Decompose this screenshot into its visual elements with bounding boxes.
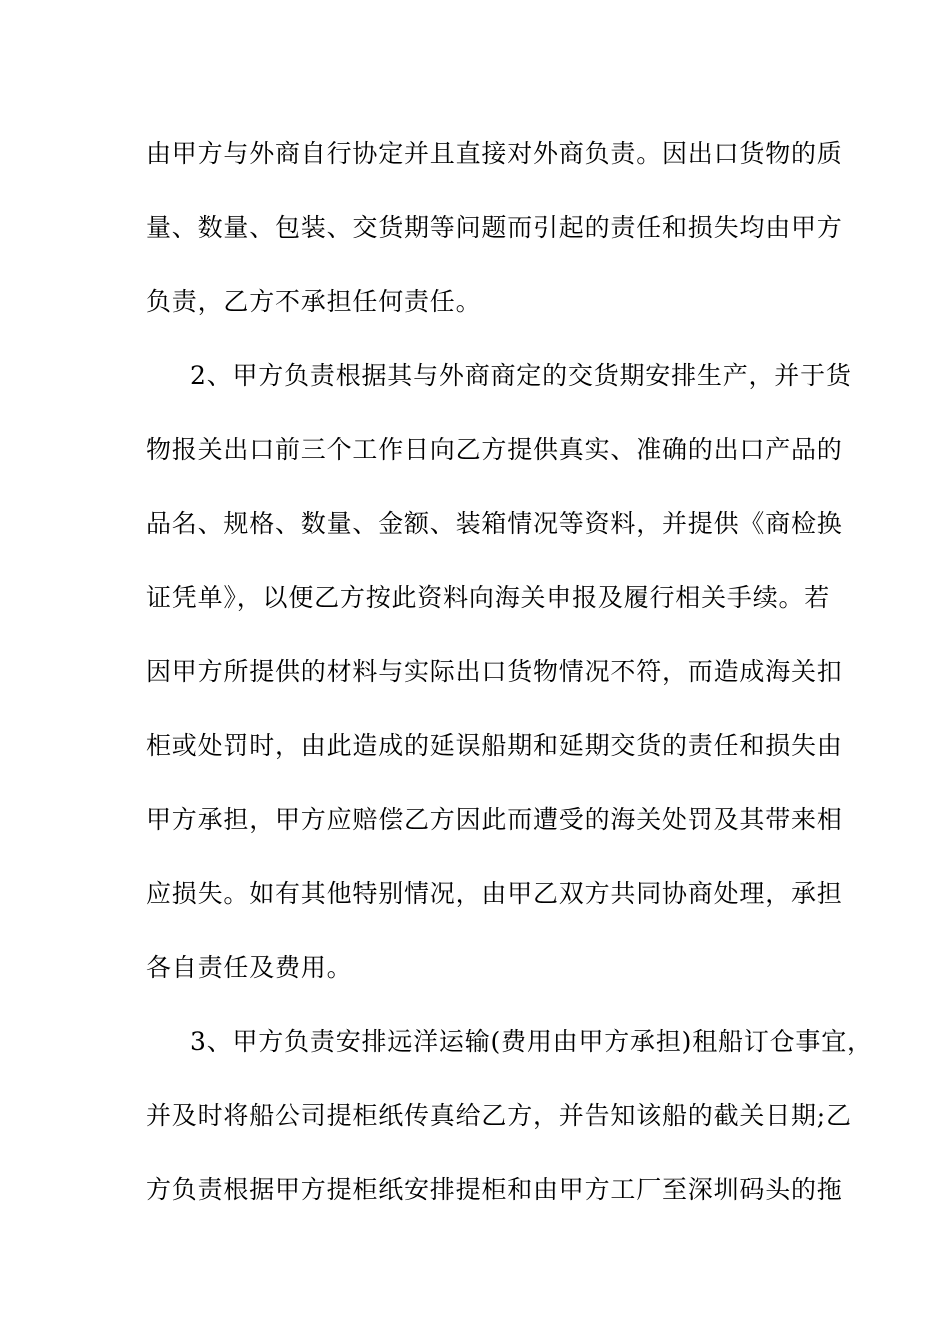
text-line: 柜或处罚时，由此造成的延误船期和延期交货的责任和损失由 — [146, 731, 843, 760]
text-line: 负责，乙方不承担任何责任。 — [146, 287, 482, 316]
text-line: 并及时将船公司提柜纸传真给乙方，并告知该船的截关日期;乙 — [146, 1101, 852, 1130]
text-line: 3、甲方负责安排远洋运输(费用由甲方承担)租船订仓事宜， — [190, 1027, 873, 1056]
text-line: 物报关出口前三个工作日向乙方提供真实、准确的出口产品的 — [146, 435, 843, 464]
text-line: 方负责根据甲方提柜纸安排提柜和由甲方工厂至深圳码头的拖 — [146, 1175, 843, 1204]
text-line: 量、数量、包装、交货期等问题而引起的责任和损失均由甲方 — [146, 213, 843, 242]
text-line: 应损失。如有其他特别情况，由甲乙双方共同协商处理，承担 — [146, 879, 843, 908]
text-line: 因甲方所提供的材料与实际出口货物情况不符，而造成海关扣 — [146, 657, 843, 686]
text-line: 由甲方与外商自行协定并且直接对外商负责。因出口货物的质 — [146, 139, 843, 168]
text-line: 品名、规格、数量、金额、装箱情况等资料，并提供《商检换 — [146, 509, 843, 538]
text-line: 各自责任及费用。 — [146, 953, 353, 982]
text-line: 证凭单》，以便乙方按此资料向海关申报及履行相关手续。若 — [146, 583, 831, 612]
text-line: 甲方承担，甲方应赔偿乙方因此而遭受的海关处罚及其带来相 — [146, 805, 843, 834]
text-line: 2、甲方负责根据其与外商商定的交货期安排生产，并于货 — [190, 361, 852, 390]
